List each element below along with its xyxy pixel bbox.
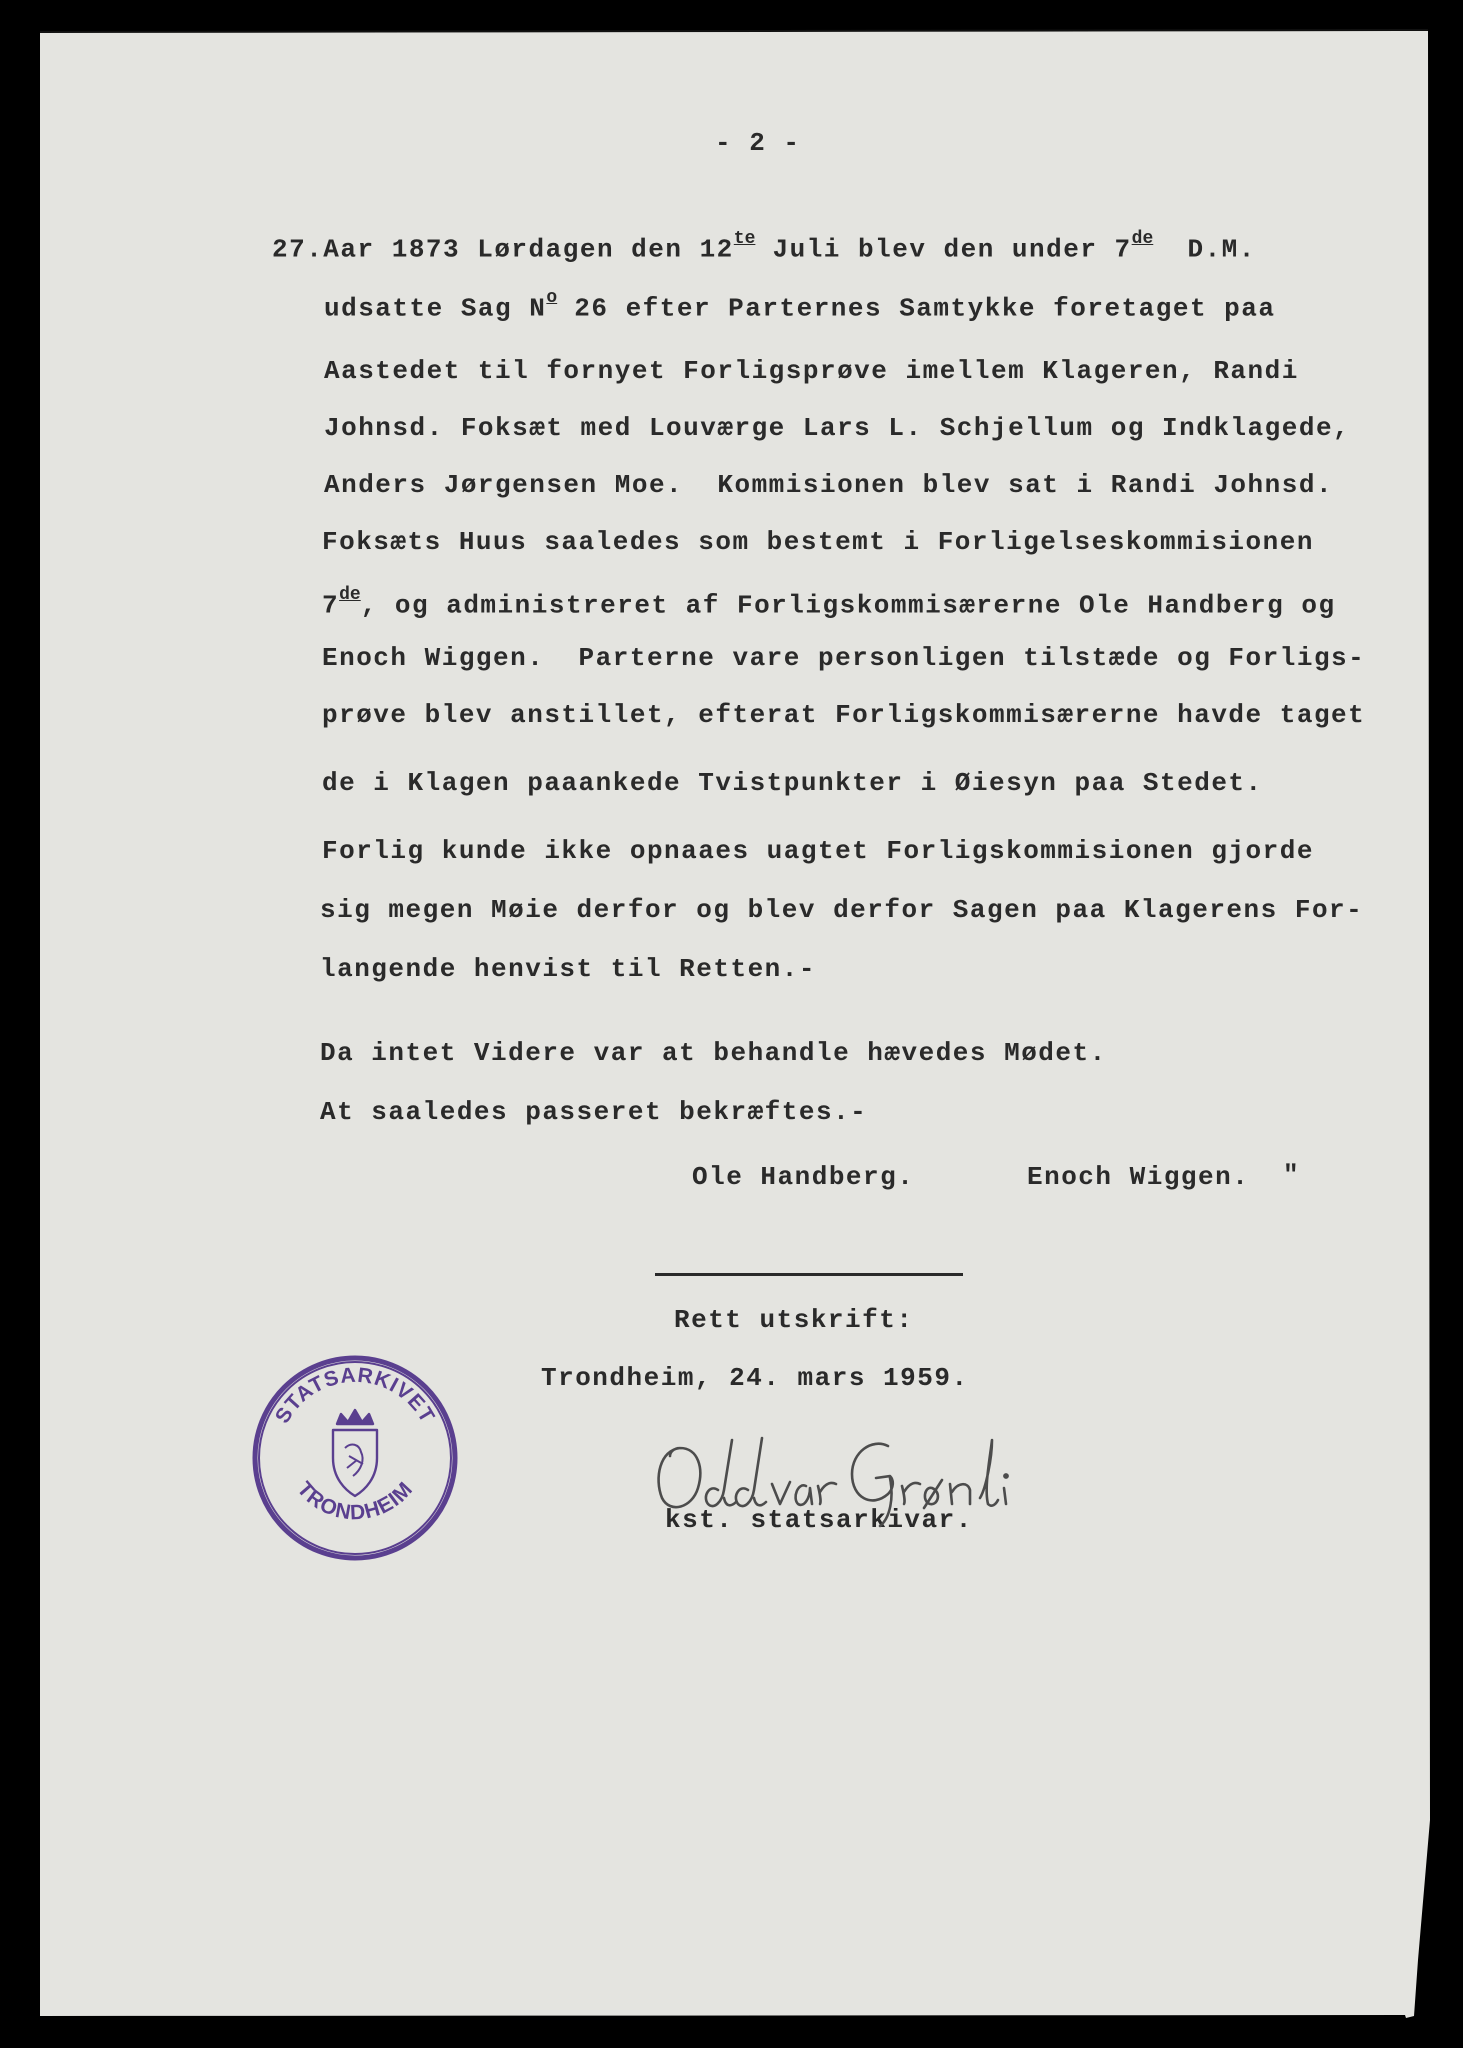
record-line-15: At saaledes passeret bekræftes.- — [320, 1097, 868, 1127]
record-line-5: Anders Jørgensen Moe. Kommisionen blev sat i Randi Johnsd. — [324, 470, 1334, 500]
handwritten-signature — [640, 1418, 1070, 1528]
record-line-14: Da intet Videre var at behandle hævedes Mødet. — [320, 1038, 1107, 1068]
signatory-second: Enoch Wiggen. — [1027, 1162, 1250, 1192]
signatory-first: Ole Handberg. — [692, 1162, 915, 1192]
page-number: - 2 - — [715, 128, 801, 158]
record-line-13: langende henvist til Retten.- — [320, 954, 816, 984]
record-line-11: Forlig kunde ikke opnaaes uagtet Forligskommisionen gjorde — [322, 836, 1314, 866]
certification-title: kst. statsarkivar. — [665, 1505, 973, 1535]
record-line-4: Johnsd. Foksæt med Louværge Lars L. Schjellum og Indklagede, — [324, 413, 1351, 443]
statsarkivet-stamp — [249, 1352, 461, 1564]
certification-place-date: Trondheim, 24. mars 1959. — [541, 1363, 969, 1393]
record-line-10: de i Klagen paaankede Tvistpunkter i Øiesyn paa Stedet. — [322, 768, 1263, 798]
certification-heading: Rett utskrift: — [674, 1305, 914, 1335]
record-line-2: udsatte Sag $N^o$ 26 efter Parternes Samtykke foretaget paa — [324, 288, 1276, 324]
record-line-8: Enoch Wiggen. Parterne vare personligen tilstæde og Forligs- — [322, 643, 1366, 673]
record-line-12: sig megen Møie derfor og blev derfor Sagen paa Klagerens For- — [320, 895, 1364, 925]
closing-quote: " — [1283, 1160, 1301, 1190]
svg-text:TRONDHEIM: TRONDHEIM — [292, 1477, 418, 1525]
record-line-7: 7de, og administreret af Forligskommisærerne Ole Handberg og — [322, 585, 1336, 621]
record-line-9: prøve blev anstillet, efterat Forligskommisærerne havde taget — [322, 700, 1366, 730]
record-line-1: 27.Aar 1873 Lørdagen den $12^{te}$ Juli blev den under 7de D.M. — [272, 229, 1256, 265]
svg-text:STATSARKIVET: STATSARKIVET — [270, 1363, 440, 1428]
divider-rule — [655, 1273, 963, 1276]
record-line-6: Foksæts Huus saaledes som bestemt i Forligelseskommisionen — [322, 527, 1314, 557]
record-line-3: Aastedet til fornyet Forligsprøve imellem Klageren, Randi — [324, 356, 1299, 386]
